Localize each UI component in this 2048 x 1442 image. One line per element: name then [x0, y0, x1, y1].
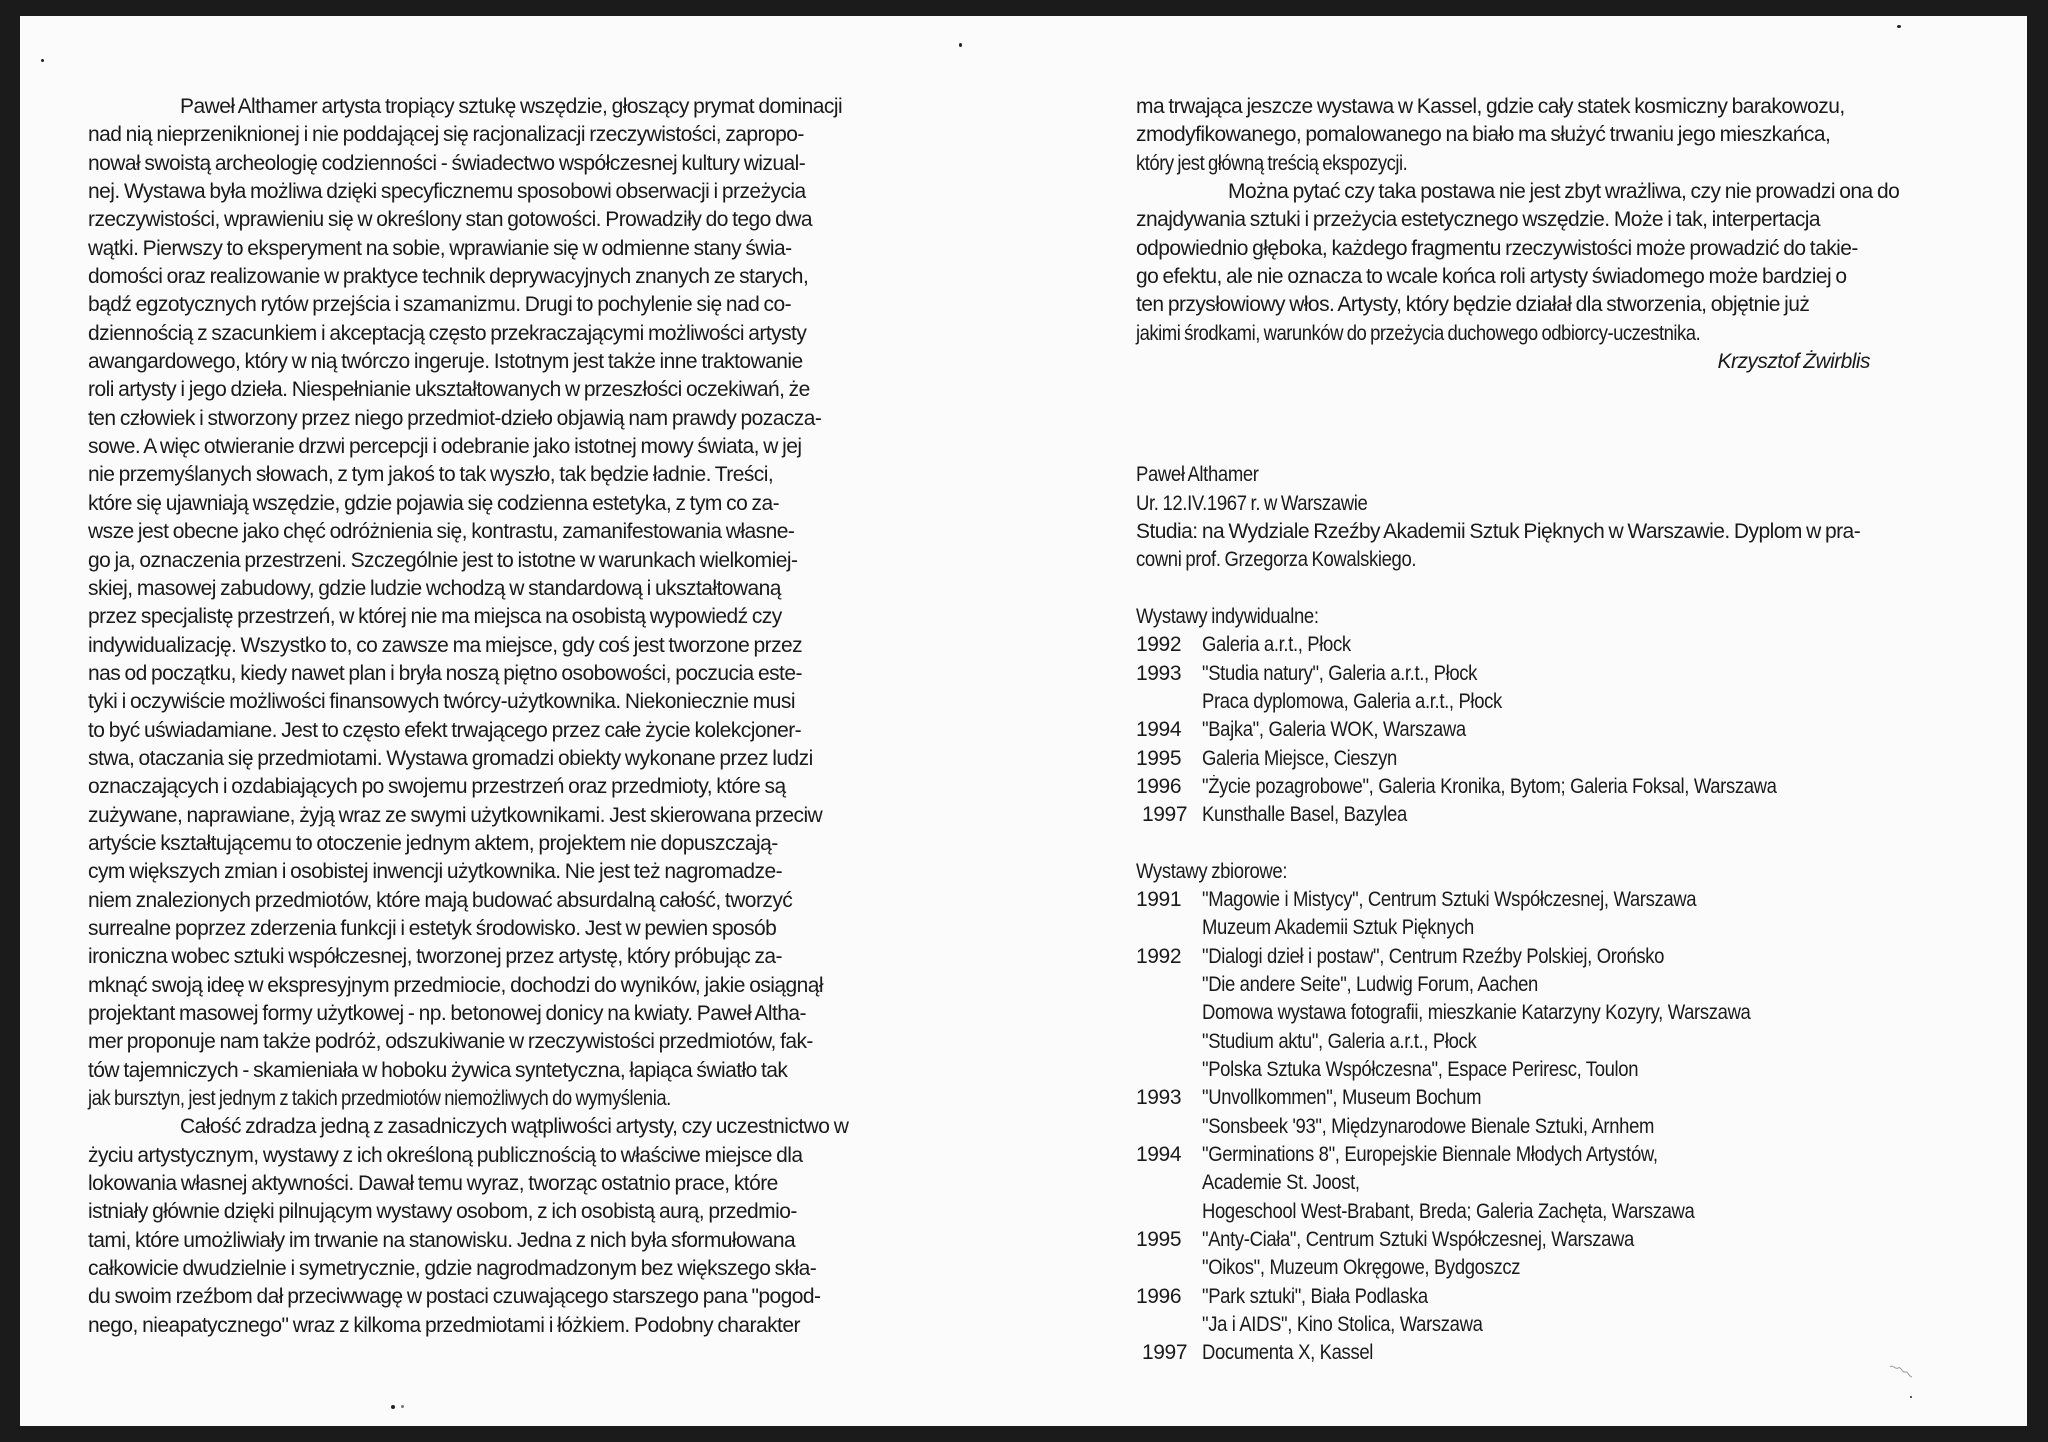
text-line: sowe. A więc otwieranie drzwi percepcji i odebranie jako istotnej mowy świata, w jej — [88, 435, 802, 459]
text-line: Paweł Althamer artysta tropiący sztukę wszędzie, głoszący prymat dominacji — [180, 95, 843, 118]
text-line: go efektu, ale nie oznacza to wcale końca roli artysty świadomego może bardziej o — [1136, 265, 1847, 289]
text-line: domości oraz realizowanie w praktyce technik deprywacyjnych znanych ze starych, — [88, 265, 809, 289]
exhibition-row — [1136, 943, 1962, 971]
artist-bio — [1136, 461, 1962, 574]
text-line: tyki i oczywiście możliwości finansowych twórcy-użytkownika. Niekoniecznie musi — [88, 690, 795, 714]
essay-continuation — [1136, 93, 1962, 348]
exhibition-year — [1136, 1169, 1202, 1197]
text-line: roli artysty i jego dzieła. Niespełnianie ukształtowanych w przeszłości oczekiwań, że — [88, 378, 810, 402]
exhibition-row — [1136, 773, 1962, 801]
text-line: cym większych zmian i osobistej inwencji użytkownika. Nie jest też nagromadze- — [88, 860, 783, 884]
exhibition-year: 1993 — [1136, 1086, 1182, 1110]
text-line: nad nią nieprzeniknionej i nie poddającej się racjonalizacji rzeczywistości, zapropo- — [88, 123, 804, 147]
exhibition-year — [1136, 1113, 1202, 1141]
text-line: Można pytać czy taka postawa nie jest zbyt wrażliwa, czy nie prowadzi ona do — [1228, 180, 1900, 204]
text-line: surrealne poprzez zderzenia funkcji i estetyk środowisko. Jest w pewien sposób — [88, 916, 777, 940]
spacer — [1136, 575, 1962, 603]
exhibition-entry: "Polska Sztuka Współczesna", Espace Periresc, Toulon — [1202, 1057, 1639, 1081]
exhibition-row — [1136, 1169, 1962, 1197]
exhibition-entry: "Park sztuki", Biała Podlaska — [1202, 1284, 1428, 1308]
text-line: skiej, masowej zabudowy, gdzie ludzie wchodzą w standardową i ukształtowaną — [88, 576, 781, 600]
exhibition-year: 1992 — [1136, 944, 1182, 968]
text-line: to być uświadamiane. Jest to często efekt trwającego przez całe życie kolekcjoner- — [88, 718, 802, 742]
exhibition-year — [1136, 914, 1202, 942]
text-line: nej. Wystawa była możliwa dzięki specyficznemu sposobowi obserwacji i przeżycia — [88, 180, 806, 204]
text-line: dziennością z szacunkiem i akceptacją często przekraczającymi możliwości artysty — [88, 321, 807, 345]
essay-left-column — [88, 93, 873, 1340]
text-line: bądź egzotycznych rytów przejścia i szamanizmu. Drugi to pochylenie się nad co- — [88, 293, 792, 317]
text-line: które się ujawniają wszędzie, gdzie pojawia się codzienna estetyka, z tym co za- — [88, 491, 780, 515]
text-line: awangardowego, który w nią twórczo ingeruje. Istotnym jest także inne traktowanie — [88, 350, 803, 374]
text-line: wątki. Pierwszy to eksperyment na sobie, wprawianie się w odmienne stany świa- — [88, 236, 792, 260]
exhibition-row — [1136, 1084, 1962, 1112]
group-exhibitions-list — [1136, 886, 1962, 1368]
exhibition-entry: "Życie pozagrobowe", Galeria Kronika, Bytom; Galeria Foksal, Warszawa — [1202, 774, 1777, 798]
text-line: projektant masowej formy użytkowej - np. betonowej donicy na kwiaty. Paweł Altha- — [88, 1002, 806, 1025]
exhibition-row — [1136, 801, 1962, 829]
exhibition-entry: "Dialogi dzieł i postaw", Centrum Rzeźby Polskiej, Orońsko — [1202, 944, 1665, 968]
exhibition-row — [1136, 999, 1962, 1027]
exhibition-year: 1992 — [1136, 633, 1182, 657]
exhibition-year: 1994 — [1136, 718, 1182, 742]
scan-speck — [959, 43, 962, 47]
exhibition-year: 1997 — [1142, 803, 1188, 827]
exhibition-row — [1136, 886, 1962, 914]
exhibition-year — [1136, 1254, 1202, 1282]
spacer — [1136, 376, 1962, 461]
solo-exhibitions — [1136, 603, 1962, 830]
text-line: życiu artystycznym, wystawy z ich określoną publicznością to właściwe miejsce dla — [88, 1143, 803, 1167]
exhibition-entry: "Ja i AIDS", Kino Stolica, Warszawa — [1202, 1313, 1483, 1337]
exhibition-row — [1136, 688, 1962, 716]
exhibition-row — [1136, 631, 1962, 659]
exhibition-entry: Documenta X, Kassel — [1202, 1341, 1374, 1365]
text-line: ten przysłowiowy włos. Artysty, który będzie działał dla stworzenia, objętnie już — [1136, 293, 1810, 317]
exhibition-row — [1136, 1254, 1962, 1282]
right-column — [1136, 93, 1962, 1368]
text-line: lokowania własnej aktywności. Dawał temu wyraz, tworząc ostatnio prace, które — [88, 1172, 778, 1196]
exhibition-entry: "Germinations 8", Europejskie Biennale Młodych Artystów, — [1202, 1143, 1658, 1166]
spacer — [1136, 830, 1962, 858]
text-line: du swoim rzeźbom dał przeciwwagę w postaci czuwającego starszego pana "pogod- — [88, 1285, 821, 1309]
exhibition-row — [1136, 1056, 1962, 1084]
text-line: ten człowiek i stworzony przez niego przedmiot-dzieło objawią nam prawdy pozacza- — [88, 406, 822, 430]
exhibition-entry: Galeria a.r.t., Płock — [1202, 633, 1351, 657]
exhibition-year: 1993 — [1136, 661, 1182, 685]
exhibition-entry: Galeria Miejsce, Cieszyn — [1202, 746, 1397, 770]
exhibition-entry: "Magowie i Mistycy", Centrum Sztuki Współczesnej, Warszawa — [1202, 887, 1697, 911]
exhibition-row — [1136, 1283, 1962, 1311]
exhibition-entry: "Sonsbeek '93", Międzynarodowe Bienale Sztuki, Arnhem — [1202, 1114, 1655, 1138]
scan-speck — [1897, 25, 1901, 28]
text-line: mer proponuje nam także podróż, odszukiwanie w rzeczywistości przedmiotów, fak- — [88, 1030, 813, 1054]
exhibition-row — [1136, 745, 1962, 773]
scan-speck — [391, 1405, 395, 1409]
text-line: zużywane, naprawiane, żyją wraz ze swymi użytkownikami. Jest skierowana przeciw — [88, 803, 823, 827]
text-line: jak bursztyn, jest jednym z takich przedmiotów niemożliwych do wymyślenia. — [88, 1087, 671, 1111]
text-line: całkowicie dwudzielnie i symetrycznie, gdzie nagrodmadzonym bez większego skła- — [88, 1257, 817, 1281]
exhibition-entry: Muzeum Akademii Sztuk Pięknych — [1202, 916, 1474, 940]
solo-exhibitions-heading: Wystawy indywidualne: — [1136, 604, 1319, 628]
text-line: odpowiednio głęboka, każdego fragmentu rzeczywistości może prowadzić do takie- — [1136, 236, 1858, 260]
group-exhibitions-heading: Wystawy zbiorowe: — [1136, 859, 1288, 883]
text-line: stwa, otaczania się przedmiotami. Wystawa gromadzi obiekty wykonane przez ludzi — [88, 746, 813, 770]
author-signature: Krzysztof Żwirblis — [1717, 350, 1870, 374]
text-line: ironiczna wobec sztuki współczesnej, tworzonej przez artystę, który próbując za- — [88, 945, 782, 969]
artist-birth: Ur. 12.IV.1967 r. w Warszawie — [1136, 491, 1368, 515]
exhibition-year: 1996 — [1136, 1284, 1182, 1308]
group-exhibitions — [1136, 858, 1962, 1368]
exhibition-entry: "Anty-Ciała", Centrum Sztuki Współczesnej, Warszawa — [1202, 1228, 1634, 1252]
text-line: nował swoistą archeologię codzienności - świadectwo współczesnej kultury wizual- — [88, 151, 806, 175]
text-line: który jest główną treścią ekspozycji. — [1136, 151, 1408, 175]
text-line: indywidualizację. Wszystko to, co zawsze ma miejsce, gdy coś jest tworzone przez — [88, 633, 803, 657]
exhibition-entry: "Studia natury", Galeria a.r.t., Płock — [1202, 661, 1478, 685]
exhibition-year — [1136, 1198, 1202, 1226]
exhibition-row — [1136, 1113, 1962, 1141]
exhibition-entry: "Oikos", Muzeum Okręgowe, Bydgoszcz — [1202, 1256, 1521, 1280]
text-line: nas od początku, kiedy nawet plan i bryła noszą piętno osobowości, poczucia este- — [88, 661, 802, 685]
exhibition-entry: "Unvollkommen", Museum Bochum — [1202, 1086, 1482, 1110]
exhibition-entry: "Studium aktu", Galeria a.r.t., Płock — [1202, 1029, 1477, 1053]
exhibition-year: 1996 — [1136, 774, 1182, 798]
exhibition-year: 1994 — [1136, 1143, 1182, 1166]
exhibition-year — [1136, 688, 1202, 716]
text-line: mknąć swoją ideę w ekspresyjnym przedmiocie, dochodzi do wyników, jakie osiągnął — [88, 973, 824, 997]
exhibition-entry: Kunsthalle Basel, Bazylea — [1202, 803, 1407, 827]
artist-studies-line-1: Studia: na Wydziale Rzeźby Akademii Sztuk Pięknych w Warszawie. Dyplom w pra- — [1136, 520, 1861, 544]
text-line: jakimi środkami, warunków do przeżycia duchowego odbiorcy-uczestnika. — [1136, 321, 1701, 345]
text-line: ma trwająca jeszcze wystawa w Kassel, gdzie cały statek kosmiczny barakowozu, — [1136, 95, 1845, 118]
exhibition-entry: Hogeschool West-Brabant, Breda; Galeria Zachęta, Warszawa — [1202, 1199, 1695, 1223]
exhibition-row — [1136, 716, 1962, 744]
exhibition-entry: "Die andere Seite", Ludwig Forum, Aachen — [1202, 972, 1538, 996]
text-line: wsze jest obecne jako chęć odróżnienia się, kontrastu, zamanifestowania własne- — [88, 520, 795, 544]
text-line: tów tajemniczych - skamieniała w hoboku żywica syntetyczna, łapiąca światło tak — [88, 1058, 788, 1082]
text-line: istniały głównie dzięki pilnującym wystawy osobom, z ich osobistą aurą, przedmio- — [88, 1200, 797, 1224]
exhibition-row — [1136, 660, 1962, 688]
text-line: zmodyfikowanego, pomalowanego na biało ma służyć trwaniu jego mieszkańca, — [1136, 123, 1831, 147]
exhibition-entry: Domowa wystawa fotografii, mieszkanie Katarzyny Kozyry, Warszawa — [1202, 1001, 1751, 1025]
text-line: tami, które umożliwiały im trwanie na stanowisku. Jedna z nich była sformułowana — [88, 1228, 796, 1252]
exhibition-year — [1136, 971, 1202, 999]
exhibition-year — [1136, 1311, 1202, 1339]
exhibition-row — [1136, 1198, 1962, 1226]
text-line: nie przemyślanych słowach, z tym jakoś to tak wyszło, tak będzie ładnie. Treści, — [88, 463, 774, 487]
exhibition-entry: "Bajka", Galeria WOK, Warszawa — [1202, 718, 1466, 742]
document-page — [20, 16, 2027, 1426]
exhibition-entry: Praca dyplomowa, Galeria a.r.t., Płock — [1202, 689, 1502, 713]
exhibition-year: 1991 — [1136, 887, 1182, 911]
artist-name: Paweł Althamer — [1136, 463, 1259, 487]
exhibition-year — [1136, 1056, 1202, 1084]
text-line: rzeczywistości, wprawieniu się w określony stan gotowości. Prowadziły do tego dwa — [88, 208, 812, 232]
exhibition-row — [1136, 1141, 1962, 1169]
exhibition-row — [1136, 971, 1962, 999]
text-line: Całość zdradza jedną z zasadniczych wątpliwości artysty, czy uczestnictwo w — [180, 1115, 849, 1139]
exhibition-year — [1136, 999, 1202, 1027]
text-line: artyście kształtującemu to otoczenie jednym aktem, projektem nie dopuszczają- — [88, 831, 778, 855]
exhibition-year — [1136, 1028, 1202, 1056]
text-line: znajdywania sztuki i przeżycia estetycznego wszędzie. Może i tak, interpertacja — [1136, 208, 1821, 232]
text-line: nego, nieapatycznego" wraz z kilkoma przedmiotami i łóżkiem. Podobny charakter — [88, 1313, 800, 1337]
exhibition-row — [1136, 1028, 1962, 1056]
exhibition-row — [1136, 1226, 1962, 1254]
text-line: niem znalezionych przedmiotów, które mają budować absurdalną całość, tworzyć — [88, 888, 793, 912]
exhibition-entry: Academie St. Joost, — [1202, 1171, 1360, 1195]
scan-speck — [1910, 1396, 1912, 1398]
scan-speck — [401, 1405, 404, 1408]
exhibition-year: 1997 — [1142, 1341, 1188, 1365]
exhibition-row — [1136, 1339, 1962, 1367]
text-line: go ja, oznaczenia przestrzeni. Szczególnie jest to istotne w warunkach wielkomiej- — [88, 548, 798, 572]
exhibition-year: 1995 — [1136, 1228, 1182, 1252]
text-line: przez specjalistę przestrzeń, w której nie ma miejsca na osobistą wypowiedź czy — [88, 605, 782, 629]
artist-studies-line-2: cowni prof. Grzegorza Kowalskiego. — [1136, 548, 1417, 572]
exhibition-row — [1136, 914, 1962, 942]
text-line: oznaczających i ozdabiających po swojemu przestrzeń oraz przedmioty, które są — [88, 775, 786, 799]
solo-exhibitions-list — [1136, 631, 1962, 829]
exhibition-row — [1136, 1311, 1962, 1339]
scan-speck — [41, 59, 44, 62]
exhibition-year: 1995 — [1136, 746, 1182, 770]
